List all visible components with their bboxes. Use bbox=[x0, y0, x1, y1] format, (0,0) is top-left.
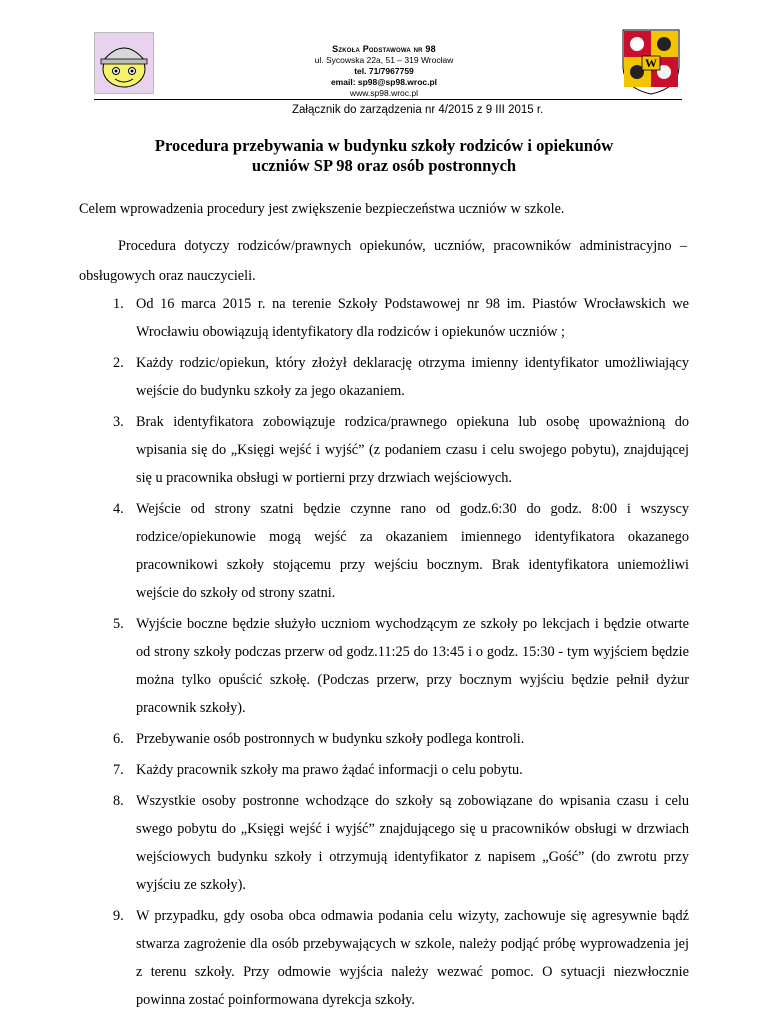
list-item-number: 1. bbox=[113, 296, 124, 312]
list-item-number: 3. bbox=[113, 414, 124, 430]
procedure-list bbox=[79, 290, 689, 1014]
list-item-text: W przypadku, gdy osoba obca odmawia podania celu wizyty, zachowuje się agresywnie bądź stwarza zagrożenie dla osób przebywających w szkole, należy podjąć próbę wyprowadzenia jej z terenu szkoły. Przy odmowie wyjścia należy wezwać pomoc. O sytuacji niezwłocznie powinna zostać poinformowana dyrekcja szkoły. bbox=[136, 908, 689, 1008]
document-title bbox=[80, 136, 688, 176]
list-item-number: 6. bbox=[113, 731, 124, 747]
list-item-text: Od 16 marca 2015 r. na terenie Szkoły Podstawowej nr 98 im. Piastów Wrocławskich we Wrocławiu obowiązują identyfikatory dla rodziców i opiekunów uczniów ; bbox=[136, 296, 689, 340]
list-item-number: 2. bbox=[113, 355, 124, 371]
title-line-2: uczniów SP 98 oraz osób postronnych bbox=[251, 156, 517, 175]
list-item-text: Przebywanie osób postronnych w budynku szkoły podlega kontroli. bbox=[136, 731, 525, 747]
letterhead bbox=[200, 44, 568, 99]
list-item-text: Każdy pracownik szkoły ma prawo żądać informacji o celu pobytu. bbox=[136, 762, 523, 778]
title-line-1: Procedura przebywania w budynku szkoły rodziców i opiekunów bbox=[154, 136, 614, 155]
list-item bbox=[79, 290, 689, 346]
list-item bbox=[79, 902, 689, 1014]
wroclaw-coat-of-arms bbox=[620, 26, 682, 96]
list-item-number: 7. bbox=[113, 762, 124, 778]
list-item bbox=[79, 725, 689, 753]
annex-note: Załącznik do zarządzenia nr 4/2015 z 9 III 2015 r. bbox=[292, 104, 544, 116]
list-item bbox=[79, 787, 689, 899]
list-item bbox=[79, 610, 689, 722]
coat-of-arms-icon bbox=[620, 26, 682, 96]
list-item-text: Wyjście boczne będzie służyło uczniom wychodzącym ze szkoły po lekcjach i będzie otwarte od strony szkoły podczas przerw od godz.11:25 do 13:45 i o godz. 15:30 - tym wyjściem będzie można tylko opuścić szkołę. (Podczas przerw, przy bocznym wyjściu będzie pełnił dyżur pracownik szkoły). bbox=[136, 616, 689, 716]
miner-mascot-icon bbox=[95, 33, 153, 93]
school-address: ul. Sycowska 22a, 51 – 319 Wrocław bbox=[314, 55, 454, 65]
list-item-text: Wejście od strony szatni będzie czynne rano od godz.6:30 do godz. 8:00 i wszyscy rodzice/opiekunowie mogą wejść za okazaniem imiennego identyfikatora okazanego pracownikowi szkoły stojącemu przy wejściu bocznym. Brak identyfikatora uniemożliwi wejście do szkoły od strony szatni. bbox=[136, 501, 689, 601]
intro-paragraph-1: Celem wprowadzenia procedury jest zwiększenie bezpieczeństwa uczniów w szkole. bbox=[79, 201, 565, 217]
list-item bbox=[79, 495, 689, 607]
list-item bbox=[79, 756, 689, 784]
list-item-text: Każdy rodzic/opiekun, który złożył deklarację otrzyma imienny identyfikator umożliwiający wejście do budynku szkoły za jego okazaniem. bbox=[136, 355, 689, 399]
list-item-number: 4. bbox=[113, 501, 124, 517]
school-phone: tel. 71/7967759 bbox=[354, 66, 414, 76]
school-website[interactable]: www.sp98.wroc.pl bbox=[349, 88, 419, 98]
intro-paragraph-2: Procedura dotyczy rodziców/prawnych opiekunów, uczniów, pracowników administracyjno – obsługowych oraz nauczycieli. bbox=[79, 238, 687, 284]
list-item-number: 8. bbox=[113, 793, 124, 809]
list-item bbox=[79, 349, 689, 405]
header-divider bbox=[94, 99, 682, 100]
list-item-text: Brak identyfikatora zobowiązuje rodzica/prawnego opiekuna lub osobę upoważnioną do wpisania się do „Księgi wejść i wyjść” (z podaniem czasu i celu swojego pobytu), znajdującej się u pracownika obsługi w portierni przy drzwiach wejściowych. bbox=[136, 414, 689, 486]
school-logo bbox=[94, 32, 154, 94]
list-item bbox=[79, 408, 689, 492]
svg-text:W: W bbox=[645, 56, 657, 70]
list-item-number: 5. bbox=[113, 616, 124, 632]
school-name: Szkoła Podstawowa nr 98 bbox=[332, 44, 436, 54]
list-item-number: 9. bbox=[113, 908, 124, 924]
school-email[interactable]: email: sp98@sp98.wroc.pl bbox=[330, 77, 438, 87]
list-item-text: Wszystkie osoby postronne wchodzące do szkoły są zobowiązane do wpisania czasu i celu swego pobytu do „Księgi wejść i wyjść” znajdującego się u pracowników obsługi w drzwiach wejściowych budynku szkoły i otrzymują identyfikator z napisem „Gość” (do zwrotu przy wyjściu ze szkoły). bbox=[136, 793, 689, 893]
